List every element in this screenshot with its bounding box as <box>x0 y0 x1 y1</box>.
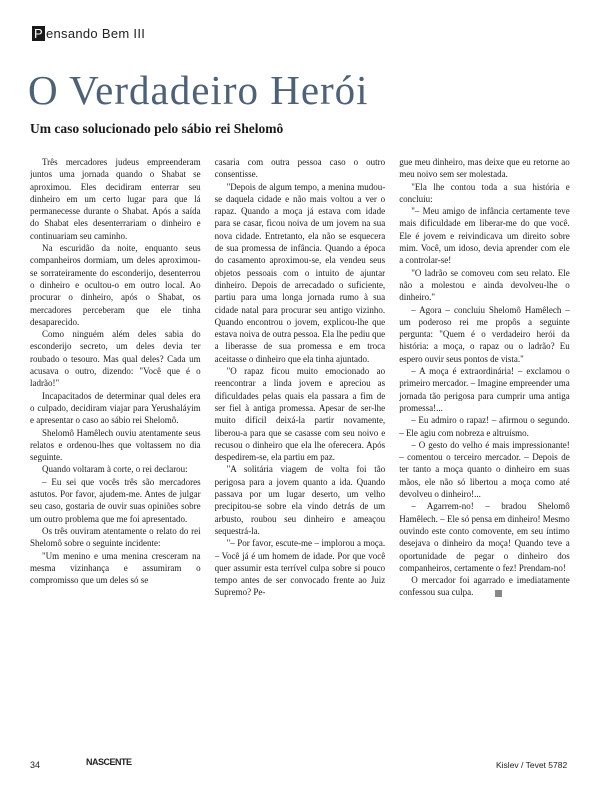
end-of-article-square-icon <box>495 590 502 597</box>
article-subtitle: Um caso solucionado pelo sábio rei Shelomô <box>30 121 284 136</box>
paragraph: – Eu sei que vocês três são mercadores astutos. Por favor, ajudem-me. Antes de julgar seu caso, gostaria de ouvir suas opiniões sobre um outro problema que me foi apresentado. <box>30 476 201 524</box>
paragraph: – Eu admiro o rapaz! – afirmou o segundo. – Ele agiu com nobreza e altruísmo. <box>399 415 570 438</box>
paragraph: "O rapaz ficou muito emocionado ao reencontrar a linda jovem e apreciou as dificuldades pelas quais ela passara a fim de ser fiel à antiga promessa. Apesar de ser-lhe muito difícil deixá-la partir novamente, liberou-a para que se casasse com seu noivo e recusou o dinheiro que ela lhe oferecera. Após despedirem-se, ela partiu em paz. <box>214 366 386 463</box>
paragraph: Quando voltaram à corte, o rei declarou: <box>42 464 188 475</box>
paragraph: "Um menino e uma menina cresceram na mesma vizinhança e assumiram o compromisso que um deles só se <box>30 550 201 586</box>
text-column-2 <box>215 156 386 742</box>
section-header <box>32 26 145 41</box>
paragraph: "– Meu amigo de infância certamente teve mais dificuldade em liberar-me do que você. Ele é jovem e reivindicava um direito sobre mim. Você, um idoso, devia aprender com ele a controlar-se! <box>399 206 570 266</box>
magazine-logo: NASCENTE <box>86 757 132 767</box>
article-title: O Verdadeiro Herói <box>28 67 369 113</box>
paragraph: Três mercadores judeus empreenderam juntos uma jornada quando o Shabat se aproximou. Eles decidiram enterrar seu dinheiro em um certo lugar para que lá permanecesse durante o Shabat. Após a saída do Shabat eles desenterrariam o dinheiro e continuariam seu caminho. <box>30 157 201 241</box>
article-body <box>30 156 570 742</box>
paragraph: – A moça é extraordinária! – exclamou o primeiro mercador. – Imagine empreender uma jornada tão perigosa para cumprir uma antiga promessa!... <box>399 366 570 413</box>
text-column-3 <box>399 156 570 742</box>
paragraph: – Agora – concluiu Shelomô Hamêlech – um poderoso rei me propôs a seguinte pergunta: "Quem é o verdadeiro herói da história: a moça, o rapaz ou o ladrão? Eu espero ouvir seus pontos de vista." <box>399 304 570 364</box>
paragraph: "– Por favor, escute-me – implorou a moça. – Você já é um homem de idade. Por que você quer assumir esta terrível culpa sobre si pouco tempo antes de ser convocado frente ao Juiz Supremo? Pe- <box>214 538 386 598</box>
paragraph: "O ladrão se comoveu com seu relato. Ele não a molestou e ainda devolveu-lhe o dinheiro." <box>399 267 570 303</box>
paragraph: – O gesto do velho é mais impressionante! – comentou o terceiro mercador. – Depois de ter tanto a moça quanto o dinheiro em suas mãos, ele não só libertou a moça como até devolveu o dinheiro!... <box>399 439 570 500</box>
paragraph: – Agarrem-no! – bradou Shelomô Hamêlech. – Ele só pensa em dinheiro! Mesmo ouvindo este conto comovente, em seu íntimo desejava o dinheiro da moça! Quando teve a oportunidade de pegar o dinheiro dos companheiros, certamente o fez! Prendam-no! <box>399 501 570 573</box>
paragraph <box>399 574 570 599</box>
paragraph: "A solitária viagem de volta foi tão perigosa para a jovem quanto a ida. Quando passava por um lugar deserto, um velho precipitou-se sobre ela vindo detrás de um arbusto, roubou seu dinheiro e ameaçou sequestrá-la. <box>214 464 386 536</box>
paragraph: Incapacitados de determinar qual deles era o culpado, decidiram viajar para Yerushaláyim e apresentar o caso ao sábio rei Shelomô. <box>30 390 201 426</box>
section-header-text: ensando Bem III <box>45 26 146 41</box>
section-header-initial: P <box>34 26 43 41</box>
paragraph: Na escuridão da noite, enquanto seus companheiros dormiam, um deles aproximou-se sorrateiramente do esconderijo, desenterrou o dinheiro e ocultou-o em outro local. Ao procurar o dinheiro, após o Shabat, os mercadores perceberam que ele tinha desaparecido. <box>30 243 201 327</box>
paragraph: Os três ouviram atentamente o relato do rei Shelomô sobre o seguinte incidente: <box>30 525 201 549</box>
paragraph: gue meu dinheiro, mas deixe que eu retorne ao meu noivo sem ser molestada. <box>399 157 570 180</box>
paragraph: Shelomô Hamêlech ouviu atentamente seus relatos e ordenou-lhes que voltassem no dia seguinte. <box>30 427 201 463</box>
paragraph: "Ela lhe contou toda a sua história e concluiu: <box>399 181 570 204</box>
paragraph: "Depois de algum tempo, a menina mudou-se daquela cidade e não mais voltou a ver o rapaz. Quando a moça já estava com idade para se casar, ficou noiva de um jovem na sua nova cidade. Entretanto, ela não se esquecera de sua promessa de infância. Quando a época do casamento aproximou-se, ela vendeu seus objetos pessoais com o intuito de ajuntar dinheiro. Depois de arrecadado o suficiente, partiu para uma longa jornada rumo à sua cidade natal para procurar seu antigo vizinho. Quando encontrou o jovem, explicou-lhe que estava noiva de outra pessoa. Ela lhe pediu que a liberasse de sua promessa e em troca aceitasse o dinheiro que ela tinha ajuntado. <box>214 181 386 364</box>
paragraph: Como ninguém além deles sabia do esconderijo secreto, um deles devia ter roubado o tesouro. Mas qual deles? Cada um acusava o outro, dizendo: "Você que é o ladrão!" <box>30 329 201 389</box>
paragraph: casaria com outra pessoa caso o outro consentisse. <box>214 157 386 180</box>
page-number: 34 <box>30 760 41 770</box>
last-paragraph-text: O mercador foi agarrado e imediatamente confessou sua culpa. <box>399 575 570 598</box>
issue-date: Kislev / Tevet 5782 <box>496 760 568 770</box>
text-column-1 <box>30 156 201 742</box>
